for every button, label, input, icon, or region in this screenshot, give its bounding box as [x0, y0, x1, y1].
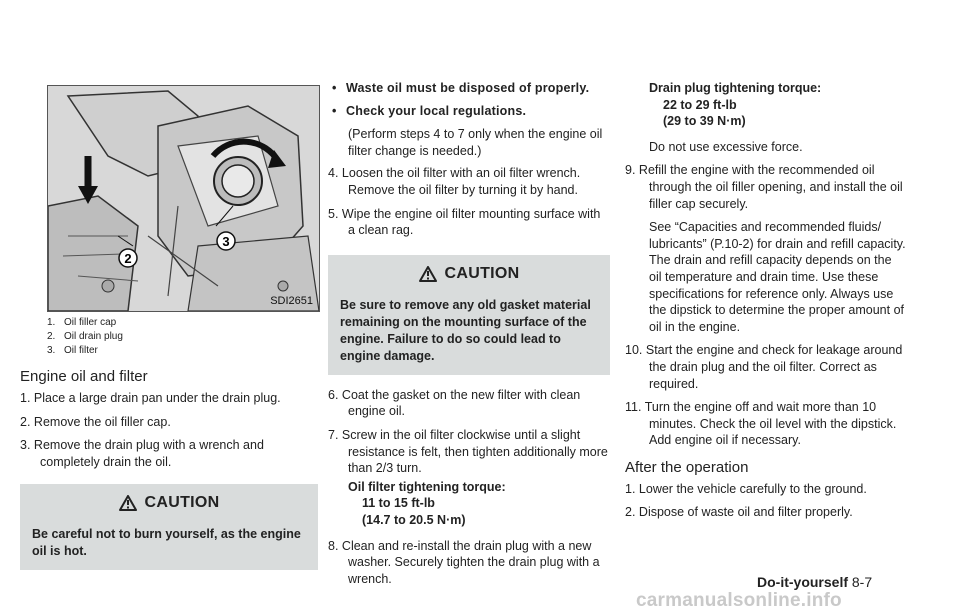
engine-illustration: [48, 86, 319, 311]
step-11: 11. Turn the engine off and wait more than 10 minutes. Check the oil level with the dipstick. Add engine oil if necessary.: [625, 400, 897, 448]
step-7: 7. Screw in the oil filter clockwise until a slight resistance is felt, then tighten additionally more than 2/3 turn.: [328, 427, 608, 476]
section-title-engine-oil: Engine oil and filter: [20, 368, 148, 385]
caution-box-hot-oil: [20, 484, 318, 570]
bullet-regulations: • Check your local regulations.: [332, 103, 527, 118]
step-4: 4. Loosen the oil filter with an oil filter wrench. Remove the oil filter by turning it by hand.: [328, 166, 581, 197]
torque-drain-plug-label: Drain plug tightening torque:: [649, 81, 822, 95]
step-10: 10. Start the engine and check for leakage around the drain plug and the oil filter. Correct as required.: [625, 343, 903, 391]
torque-oil-filter-label: Oil filter tightening torque:: [348, 479, 506, 494]
torque-drain-plug-nm: (29 to 39 N·m): [663, 114, 746, 129]
caution-text: Be careful not to burn yourself, as the engine oil is hot.: [32, 527, 301, 559]
column-1: [20, 368, 318, 570]
column-3: [625, 80, 907, 528]
column-2: [328, 80, 610, 594]
after-step-1: 1. Lower the vehicle carefully to the ground.: [625, 481, 867, 496]
capacities-reference: See “Capacities and recommended fluids/ lubricants” (P.10-2) for drain and refill capacity. The drain and refill capacity depends on the oil temperature and drain time. Use these specifications for reference only. Always use the dipstick to determine the proper amount of oil in the engine.: [649, 220, 906, 334]
legend-item: 3. Oil filter: [47, 345, 98, 356]
callout-2: 2: [124, 251, 132, 266]
step-1: 1. Place a large drain pan under the drain plug.: [20, 391, 281, 405]
bullet-waste-oil: • Waste oil must be disposed of properly.: [332, 81, 590, 95]
no-excessive-force: Do not use excessive force.: [649, 139, 803, 154]
callout-3: 3: [222, 234, 230, 249]
step-8: 8. Clean and re-install the drain plug with a new washer. Securely tighten the drain plug with a wrench.: [328, 538, 600, 586]
engine-figure: [47, 85, 320, 312]
torque-oil-filter-ftlb: 11 to 15 ft-lb: [362, 496, 435, 511]
page-footer: [757, 574, 872, 590]
section-title-after-operation: After the operation: [625, 458, 749, 476]
torque-oil-filter-nm: (14.7 to 20.5 N·m): [362, 512, 466, 527]
step-2: 2. Remove the oil filler cap.: [20, 414, 171, 429]
caution-title: CAUTION: [444, 264, 520, 282]
step-3: 3. Remove the drain plug with a wrench and completely drain the oil.: [20, 438, 264, 469]
legend-item: 1. Oil filler cap: [47, 317, 117, 328]
watermark: carmanualsonline.info: [636, 590, 842, 611]
footer-section-name: Do-it-yourself: [757, 574, 848, 590]
step-5: 5. Wipe the engine oil filter mounting surface with a clean rag.: [328, 206, 601, 238]
after-step-2: 2. Dispose of waste oil and filter properly.: [625, 505, 853, 520]
caution-box-gasket: [328, 255, 610, 375]
step-6: 6. Coat the gasket on the new filter with clean engine oil.: [328, 387, 581, 419]
caution-title: CAUTION: [144, 494, 220, 512]
torque-drain-plug-ftlb: 22 to 29 ft-lb: [663, 97, 737, 112]
caution-text: Be sure to remove any old gasket material remaining on the mounting surface of the engine. Failure to do so could lead to engine damage.: [340, 297, 591, 363]
figure-code: SDI2651: [270, 295, 313, 307]
step-9: 9. Refill the engine with the recommended oil through the oil filler opening, and install the oil filler cap securely.: [625, 163, 903, 211]
warning-triangle-icon: [419, 266, 437, 282]
warning-triangle-icon: [119, 495, 137, 511]
legend-item: 2. Oil drain plug: [47, 331, 123, 342]
figure-legend: [47, 316, 123, 358]
note-steps-4-7: (Perform steps 4 to 7 only when the engine oil filter change is needed.): [348, 127, 603, 158]
page-number: 8-7: [851, 574, 873, 590]
